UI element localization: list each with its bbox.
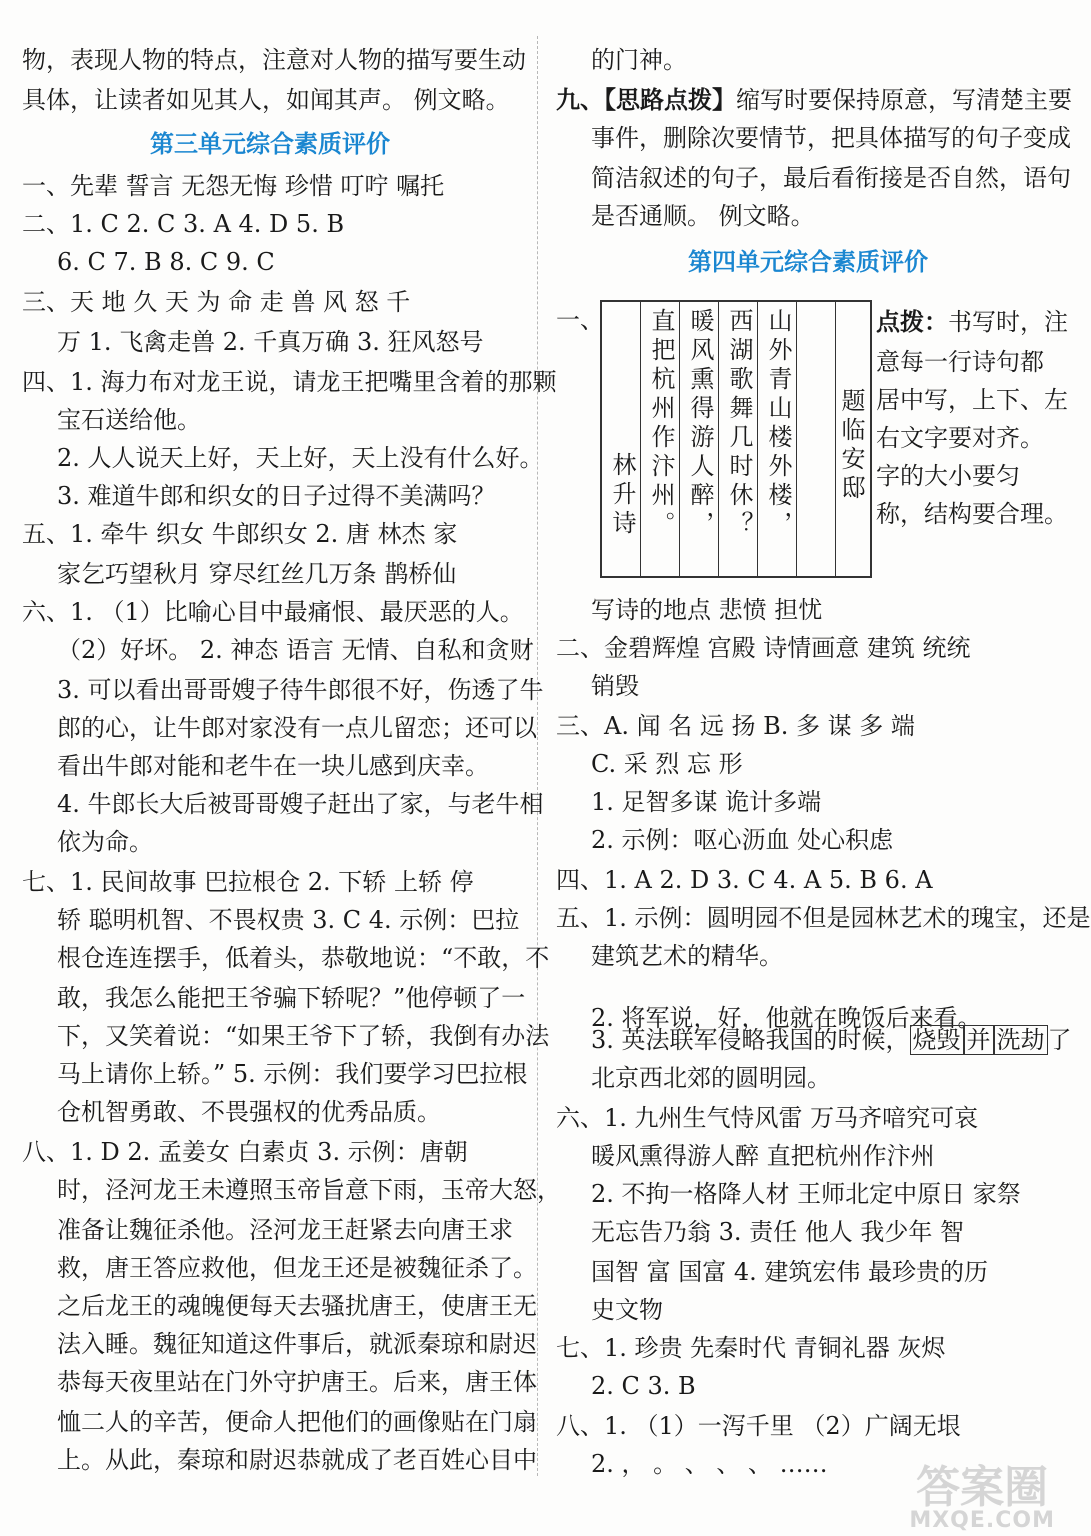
answer-4: 四、1. A 2. D 3. C 4. A 5. B 6. A xyxy=(556,866,933,894)
boxed-word: 洗劫 xyxy=(994,1025,1048,1055)
text-line: 依为命。 xyxy=(57,828,153,856)
text-line: 救，唐王答应救他，但龙王还是被魏征杀了。 xyxy=(57,1254,537,1282)
text-line: 郎的心，让牛郎对家没有一点儿留恋；还可以 xyxy=(57,714,537,742)
poem-line-2: 西湖歌舞几时休？ xyxy=(725,308,753,540)
text-line: 暖风熏得游人醉 直把杭州作汴州 xyxy=(591,1142,935,1170)
text-line: 准备让魏征杀他。泾河龙王赶紧去向唐王求 xyxy=(57,1216,513,1244)
answer-2: 二、1. C 2. C 3. A 4. D 5. B xyxy=(22,210,345,238)
poem-column xyxy=(641,302,680,576)
tip-line: 居中写，上下、左 xyxy=(876,386,1068,414)
text-line: 物，表现人物的特点，注意对人物的描写要生动 xyxy=(22,46,526,74)
answer-3: 三、天 地 久 天 为 命 走 兽 风 怒 千 xyxy=(22,288,411,316)
text-line: 国智 富 国富 4. 建筑宏伟 最珍贵的历 xyxy=(591,1258,989,1286)
watermark-text: 答案圈 xyxy=(916,1462,1049,1513)
text-line: 6. C 7. B 8. C 9. C xyxy=(57,248,275,276)
poem-writing-grid xyxy=(600,300,872,578)
text-line: 之后龙王的魂魄便每天去骚扰唐王，使唐王无 xyxy=(57,1292,537,1320)
text-line: 3. 可以看出哥哥嫂子待牛郎很不好，伤透了牛 xyxy=(57,676,544,704)
poem-line-3: 暖风熏得游人醉， xyxy=(686,308,714,540)
answer-7: 七、1. 民间故事 巴拉根仓 2. 下轿 上轿 停 xyxy=(22,868,474,896)
text-line: 2. ， 。 、 、 、 …… xyxy=(591,1450,828,1478)
text-line: 具体，让读者如见其人，如闻其声。 例文略。 xyxy=(22,86,510,114)
text-span: 3. 英法联军侵略我国的时候， xyxy=(591,1026,910,1054)
text-line: 仓机智勇敢、不畏强权的优秀品质。 xyxy=(57,1098,441,1126)
text-span: 了 xyxy=(1047,1026,1072,1054)
answer-5: 五、1. 牵牛 织女 牛郎织女 2. 唐 林杰 家 xyxy=(22,520,458,548)
poem-line-4: 直把杭州作汴州。 xyxy=(647,308,675,540)
answer-7: 七、1. 珍贵 先秦时代 青铜礼器 灰烬 xyxy=(556,1334,946,1362)
tip-line: 右文字要对齐。 xyxy=(876,424,1044,452)
text-line: 写诗的地点 悲愤 担忧 xyxy=(591,596,823,624)
text-line: 法入睡。魏征知道这件事后，就派秦琼和尉迟 xyxy=(57,1330,537,1358)
poem-column xyxy=(758,302,797,576)
poem-title: 题临安邸 xyxy=(837,388,865,504)
text-line: 是否通顺。 例文略。 xyxy=(591,202,815,230)
text-line: （2）好坏。 2. 神态 语言 无情、自私和贪财 xyxy=(57,636,534,664)
boxed-word: 并 xyxy=(964,1025,994,1055)
text-line: 2. 将军说，好，他就在晚饭后来看。 xyxy=(591,1004,982,1032)
poem-column xyxy=(680,302,719,576)
answer-8: 八、1. D 2. 孟姜女 白素贞 3. 示例：唐朝 xyxy=(22,1138,468,1166)
text-line: C. 采 烈 忘 形 xyxy=(591,750,743,778)
text-line: 家乞巧望秋月 穿尽红丝几万条 鹊桥仙 xyxy=(57,560,457,588)
text-line: 马上请你上轿。” 5. 示例：我们要学习巴拉根 xyxy=(57,1060,528,1088)
tip-text: 书写时，注 xyxy=(948,308,1068,336)
text-line: 时，泾河龙王未遵照玉帝旨意下雨，玉帝大怒， xyxy=(57,1176,561,1204)
text-line: 上。从此，秦琼和尉迟恭就成了老百姓心目中 xyxy=(57,1446,537,1474)
text-line: 恭每天夜里站在门外守护唐王。后来，唐王体 xyxy=(57,1368,537,1396)
text-line: 事件，删除次要情节，把具体描写的句子变成 xyxy=(591,124,1071,152)
answer-3: 三、A. 闻 名 远 扬 B. 多 谋 多 端 xyxy=(556,712,915,740)
tip-label: 点拨： xyxy=(876,307,948,336)
answer-2: 二、金碧辉煌 宫殿 诗情画意 建筑 统统 xyxy=(556,634,971,662)
poem-line-1: 山外青山楼外楼， xyxy=(764,308,792,540)
tip-label: 九、【思路点拨】 xyxy=(556,85,736,114)
text-line: 恤二人的辛苦，便命人把他们的画像贴在门扇 xyxy=(57,1408,537,1436)
text-line: 无忘告乃翁 3. 责任 他人 我少年 智 xyxy=(591,1218,965,1246)
text-line: 3. 难道牛郎和织女的日子过得不美满吗？ xyxy=(57,482,496,510)
answer-9 xyxy=(556,82,1072,118)
watermark-logo xyxy=(909,1462,1055,1533)
text-line: 建筑艺术的精华。 xyxy=(591,942,783,970)
text-line: 看出牛郎对能和老牛在一块儿感到庆幸。 xyxy=(57,752,489,780)
column-divider xyxy=(537,36,538,1476)
answer-8: 八、1. （1）一泻千里 （2）广阔无垠 xyxy=(556,1412,961,1440)
poem-column-title xyxy=(836,302,870,576)
tip-text: 缩写时要保持原意，写清楚主要 xyxy=(736,86,1072,114)
tip-line: 称，结构要合理。 xyxy=(876,500,1068,528)
tip-line: 字的大小要匀 xyxy=(876,462,1020,490)
answer-6: 六、1. （1）比喻心目中最痛恨、最厌恶的人。 xyxy=(22,598,524,626)
poem-column xyxy=(719,302,758,576)
answer-1-label: 一、 xyxy=(556,306,604,334)
text-line: 的门神。 xyxy=(591,46,687,74)
answer-1: 一、先辈 誓言 无怨无悔 珍惜 叮咛 嘱托 xyxy=(22,172,445,200)
text-line: 宝石送给他。 xyxy=(57,406,201,434)
boxed-word: 烧毁 xyxy=(910,1025,964,1055)
answer-6: 六、1. 九州生气恃风雷 万马齐喑究可哀 xyxy=(556,1104,979,1132)
text-line: 2. 人人说天上好，天上好，天上没有什么好。 xyxy=(57,444,544,472)
text-line: 轿 聪明机智、不畏权贵 3. C 4. 示例：巴拉 xyxy=(57,906,520,934)
text-line: 1. 足智多谋 诡计多端 xyxy=(591,788,822,816)
text-line: 销毁 xyxy=(591,672,639,700)
text-line: 下，又笑着说：“如果王爷下了轿，我倒有办法 xyxy=(57,1022,550,1050)
text-line: 2. C 3. B xyxy=(591,1372,696,1400)
text-line: 敢，我怎么能把王爷骗下轿呢？”他停顿了一 xyxy=(57,984,526,1012)
poem-author: 林升诗 xyxy=(608,452,636,539)
text-line: 北京西北郊的圆明园。 xyxy=(591,1064,831,1092)
text-line: 2. 不拘一格降人材 王师北定中原日 家祭 xyxy=(591,1180,1021,1208)
section-title-unit4: 第四单元综合素质评价 xyxy=(688,248,928,276)
text-line: 4. 牛郎长大后被哥哥嫂子赶出了家，与老牛相 xyxy=(57,790,544,818)
watermark-url: MXQE.COM xyxy=(909,1508,1055,1533)
tip-line: 意每一行诗句都 xyxy=(876,348,1044,376)
text-line: 简洁叙述的句子，最后看衔接是否自然，语句 xyxy=(591,164,1071,192)
answer-5: 五、1. 示例：圆明园不但是园林艺术的瑰宝，还是 xyxy=(556,904,1091,932)
section-title-unit3: 第三单元综合素质评价 xyxy=(150,130,390,158)
text-line: 万 1. 飞禽走兽 2. 千真万确 3. 狂风怒号 xyxy=(57,328,484,356)
poem-column-author xyxy=(602,302,641,576)
text-line xyxy=(591,1022,1072,1058)
tip-line xyxy=(876,304,1068,340)
text-line: 史文物 xyxy=(591,1296,663,1324)
text-line: 根仓连连摆手，低着头，恭敬地说：“不敢，不 xyxy=(57,944,550,972)
answer-4: 四、1. 海力布对龙王说，请龙王把嘴里含着的那颗 xyxy=(22,368,557,396)
text-line: 2. 示例：呕心沥血 处心积虑 xyxy=(591,826,894,854)
